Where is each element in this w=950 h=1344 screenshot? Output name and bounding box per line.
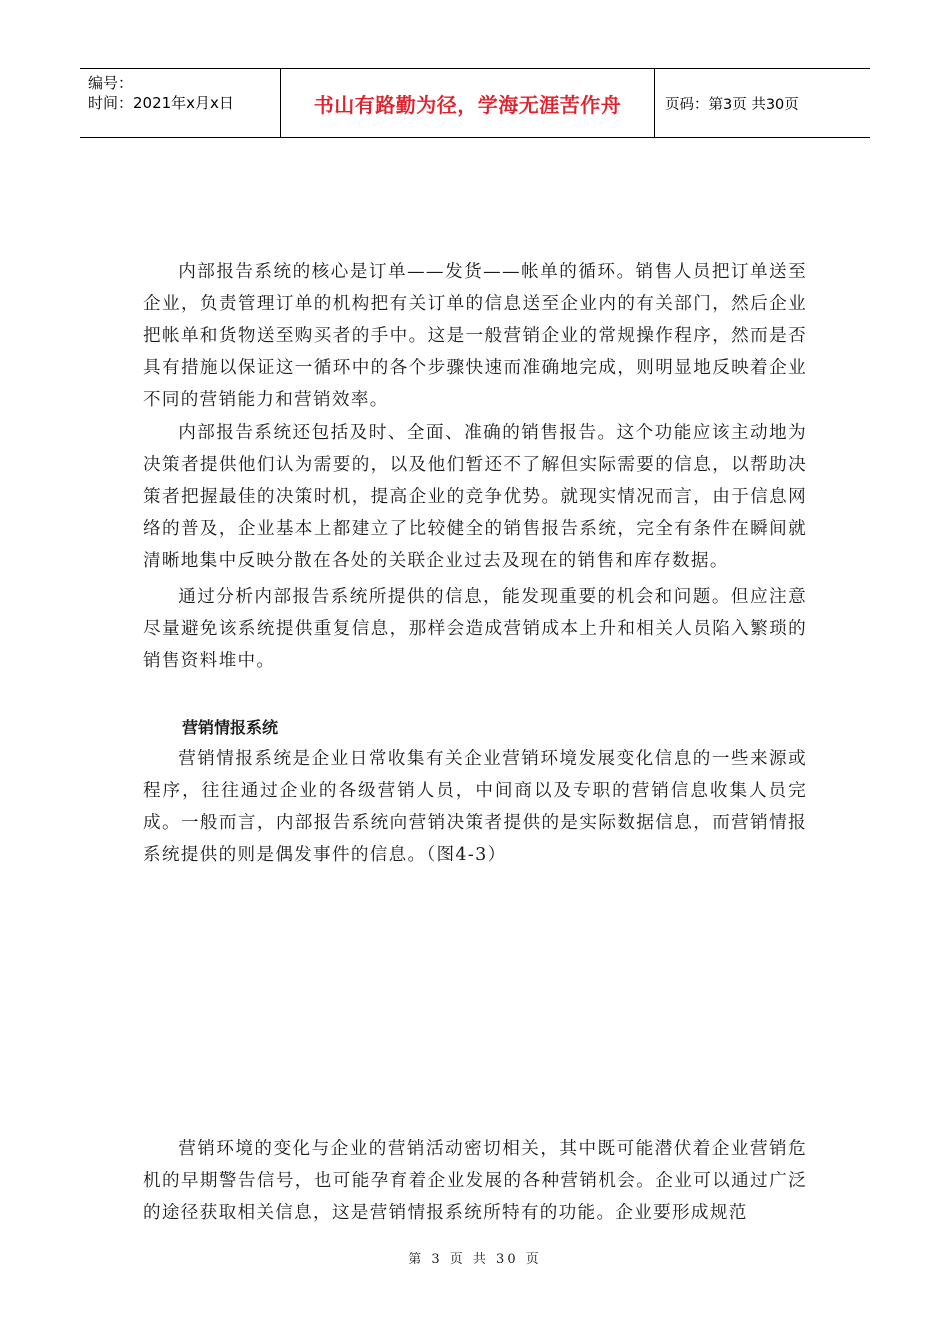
paragraph-2: 内部报告系统还包括及时、全面、准确的销售报告。这个功能应该主动地为决策者提供他们认为需要的，以及他们暂还不了解但实际需要的信息，以帮助决策者把握最佳的决策时机，提高企业的竞争优势。就现实情况而言，由于信息网络的普及，企业基本上都建立了比较健全的销售报告系统，完全有条件在瞬间就清晰地集中反映分散在各处的关联企业过去及现在的销售和库存数据。 [143, 423, 807, 571]
header-motto: 书山有路勤为径，学海无涯苦作舟 [281, 69, 655, 137]
section-heading: 营销情报系统 [182, 718, 279, 737]
paragraph-5: 营销环境的变化与企业的营销活动密切相关，其中既可能潜伏着企业营销危机的早期警告信号，也可能孕育着企业发展的各种营销机会。企业可以通过广泛的途径获取相关信息，这是营销情报系统所特有的功能。企业要形成规范 [143, 1139, 807, 1223]
paragraph-1: 内部报告系统的核心是订单——发货——帐单的循环。销售人员把订单送至企业，负责管理订单的机构把有关订单的信息送至企业内的有关部门，然后企业把帐单和货物送至购买者的手中。这是一般营销企业的常规操作程序，然而是否具有措施以保证这一循环中的各个步骤快速而准确地完成，则明显地反映着企业不同的营销能力和营销效率。 [143, 262, 807, 410]
header-table [80, 68, 870, 138]
header-page-code: 页码：第3页 共30页 [665, 96, 799, 113]
paragraph-3: 通过分析内部报告系统所提供的信息，能发现重要的机会和问题。但应注意尽量避免该系统提供重复信息，那样会造成营销成本上升和相关人员陷入繁琐的销售资料堆中。 [143, 587, 807, 671]
serial-number-label: 编号： [88, 74, 134, 92]
paragraph-4: 营销情报系统是企业日常收集有关企业营销环境发展变化信息的一些来源或程序，往往通过企业的各级营销人员，中间商以及专职的营销信息收集人员完成。一般而言，内部报告系统向营销决策者提供的是实际数据信息，而营销情报系统提供的则是偶发事件的信息。（图4-3） [143, 749, 807, 865]
header-meta [80, 69, 281, 137]
page-footer: 第 3 页 共 30 页 [408, 1252, 542, 1267]
date-label: 时间：2021年x月x日 [88, 94, 234, 112]
